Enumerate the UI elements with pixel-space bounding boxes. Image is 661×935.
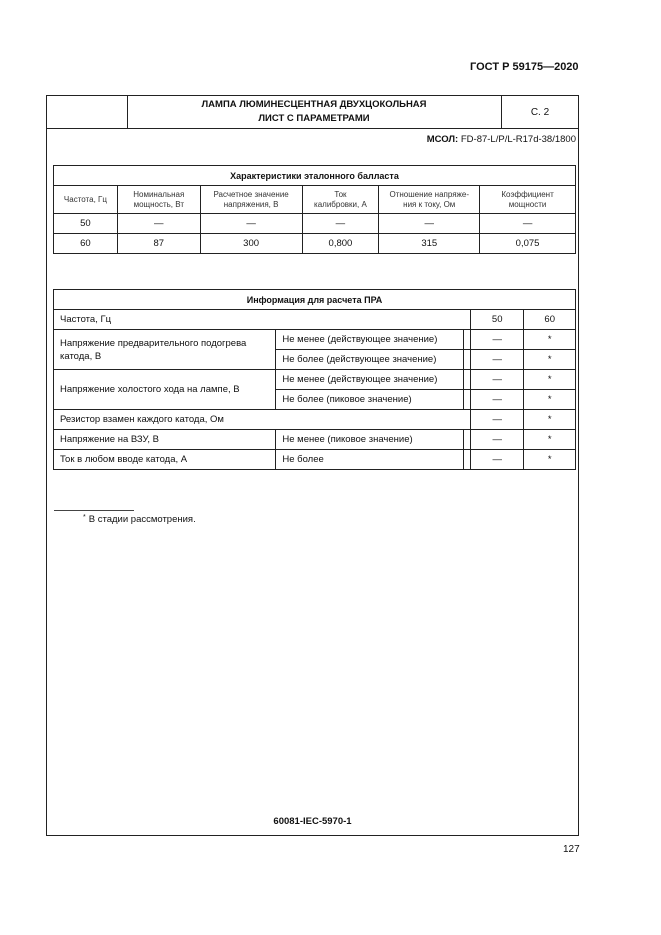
ballast-header-cell: Номинальная мощность, Вт [117,186,200,214]
table-gap-cell [463,390,470,410]
header-title [127,96,502,128]
pra-table-title: Информация для расчета ПРА [54,290,576,310]
table-gap-cell [463,370,470,390]
table-cell: * [524,390,576,410]
table-cell: 60 [54,234,118,254]
table-cell: Не менее (пиковое значение) [276,430,464,450]
table-row [54,450,576,470]
footnote [83,514,196,525]
mcol-label: МСОЛ: [426,134,459,145]
table-cell: — [470,450,523,470]
table-cell: — [470,430,523,450]
table-cell: 0,800 [302,234,379,254]
table-cell: * [524,330,576,350]
table-cell: — [470,390,523,410]
preheat-label: Напряжение предварительного подогрева катода, В [54,330,276,370]
freq-label: Частота, Гц [54,310,471,330]
header-blank-cell [47,96,128,128]
footnote-mark: * [83,514,86,521]
footer-code: 60081-IEC-5970-1 [273,816,352,827]
table-cell: — [470,410,523,430]
table-cell: — [200,214,302,234]
ballast-header-cell: Частота, Гц [54,186,118,214]
table-cell: Не менее (действующее значение) [276,370,464,390]
table-cell: * [524,350,576,370]
table-cell: 87 [117,234,200,254]
table-cell: — [470,330,523,350]
mcol-value: FD-87-L/P/L-R17d-38/1800 [460,134,576,145]
table-cell: 300 [200,234,302,254]
table-row [54,214,576,234]
table-row [54,234,576,254]
vzu-label: Напряжение на ВЗУ, В [54,430,276,450]
table-row [54,310,576,330]
footnote-text: В стадии рассмотрения. [88,514,196,525]
header-title-line1: ЛАМПА ЛЮМИНЕСЦЕНТНАЯ ДВУХЦОКОЛЬНАЯ [201,99,427,110]
table-cell: 60 [524,310,576,330]
table-cell: Не более (действующее значение) [276,350,464,370]
frame-bottom-line [46,835,579,836]
frame-right-line [578,129,579,836]
table-cell: 315 [379,234,480,254]
footnote-separator [54,510,134,511]
header-sheet: С. 2 [530,106,550,118]
table-cell: Не более [276,450,464,470]
ballast-header-cell: Ток калибровки, А [302,186,379,214]
table-cell: * [524,430,576,450]
ballast-header-cell: Расчетное значение напряжения, В [200,186,302,214]
resistor-label: Резистор взамен каждого катода, Ом [54,410,471,430]
table-cell: 0,075 [480,234,576,254]
ballast-table [53,165,576,254]
table-cell: — [470,370,523,390]
table-row [54,410,576,430]
frame-left-line [46,129,47,836]
ocv-label: Напряжение холостого хода на лампе, В [54,370,276,410]
table-cell: — [302,214,379,234]
table-cell: — [470,350,523,370]
ballast-table-title: Характеристики эталонного балласта [54,166,576,186]
standard-number: ГОСТ Р 59175—2020 [470,61,579,73]
table-gap-cell [463,450,470,470]
ballast-header-cell: Отношение напряже- ния к току, Ом [379,186,480,214]
table-cell: — [117,214,200,234]
table-gap-cell [463,430,470,450]
table-cell: * [524,450,576,470]
page-number: 127 [563,844,580,855]
current-label: Ток в любом вводе катода, А [54,450,276,470]
table-row [54,370,576,390]
table-cell: * [524,410,576,430]
table-cell: 50 [54,214,118,234]
header-box [46,95,579,129]
table-row [54,330,576,350]
header-title-line2: ЛИСТ С ПАРАМЕТРАМИ [258,113,370,124]
mcol-designation [380,134,576,145]
table-row [54,430,576,450]
pra-table [53,289,576,470]
table-cell: Не менее (действующее значение) [276,330,464,350]
table-cell: 50 [470,310,523,330]
table-cell: — [480,214,576,234]
table-cell: Не более (пиковое значение) [276,390,464,410]
table-cell: * [524,370,576,390]
table-gap-cell [463,350,470,370]
table-cell: — [379,214,480,234]
ballast-header-cell: Коэффициент мощности [480,186,576,214]
table-gap-cell [463,330,470,350]
ballast-header-row [54,186,576,214]
